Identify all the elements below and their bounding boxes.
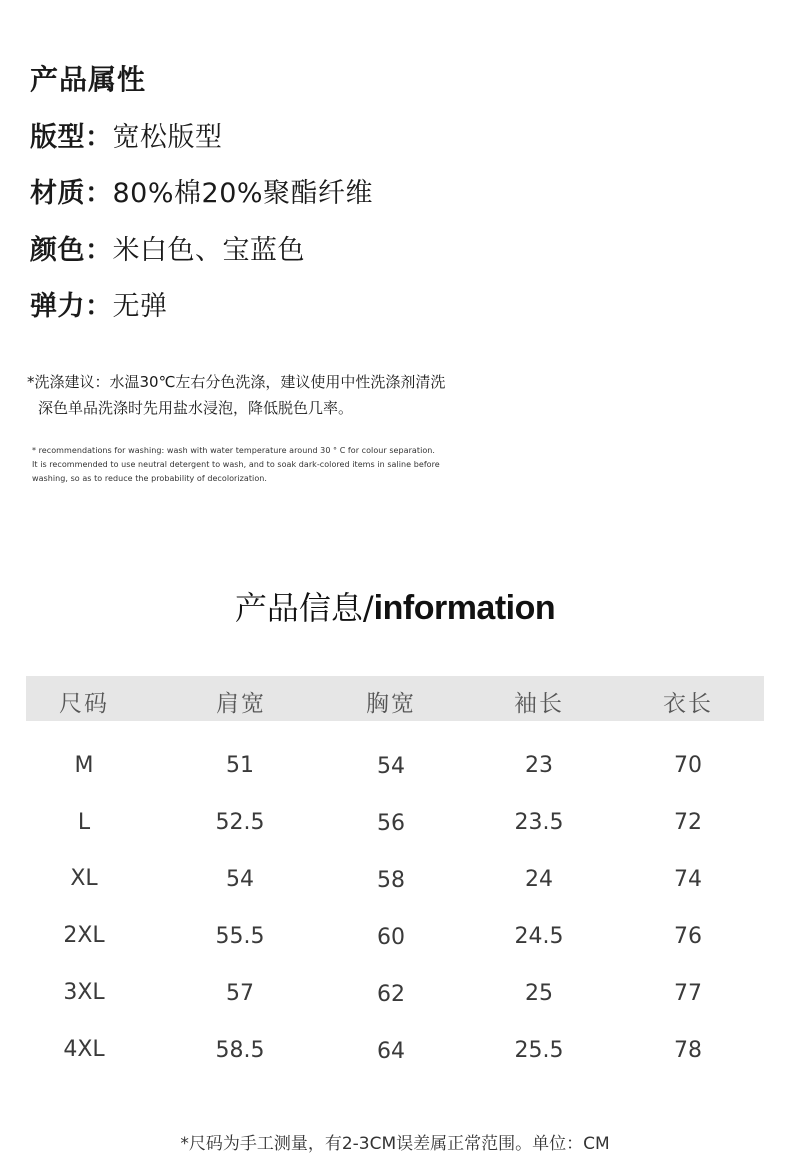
table-cell: 64 [377, 1039, 405, 1064]
washing-advice-cn [27, 369, 445, 421]
table-cell: 58.5 [215, 1038, 265, 1063]
table-cell: 4XL [63, 1037, 105, 1062]
attributes-title: 产品属性 [30, 63, 147, 96]
table-cell: 52.5 [215, 810, 265, 835]
product-info-title-cn: 产品信息/ [234, 589, 374, 627]
attribute-elasticity [30, 284, 168, 323]
table-cell: 24 [525, 867, 553, 892]
washing-advice-en-line: washing, so as to reduce the probability of decolorization. [32, 474, 267, 483]
attribute-fit [30, 115, 223, 154]
attribute-color [30, 228, 305, 267]
washing-advice-en-line: It is recommended to use neutral detergent to wash, and to soak dark-colored items in saline before [32, 460, 440, 469]
header-shoulder: 肩宽 [216, 691, 266, 717]
washing-advice-line: 深色单品洗涤时先用盐水浸泡，降低脱色几率。 [38, 399, 354, 417]
table-cell: 55.5 [215, 924, 265, 949]
attribute-material [30, 171, 373, 210]
attribute-value: 米白色、宝蓝色 [112, 235, 305, 266]
table-cell: 23.5 [514, 810, 564, 835]
table-cell: 23 [525, 753, 553, 778]
washing-advice-en [32, 444, 440, 486]
table-cell: 77 [674, 981, 702, 1006]
table-cell: 70 [674, 753, 702, 778]
attribute-label: 弹力： [30, 291, 113, 322]
table-cell: 3XL [63, 980, 105, 1005]
table-cell: 54 [226, 867, 254, 892]
attribute-label: 颜色： [30, 235, 113, 266]
table-cell: M [74, 753, 94, 778]
table-cell: 57 [226, 981, 254, 1006]
header-sleeve: 袖长 [514, 691, 564, 717]
table-cell: 58 [377, 868, 405, 893]
washing-advice-line: *洗涤建议：水温30℃左右分色洗涤，建议使用中性洗涤剂清洗 [27, 373, 446, 391]
attribute-label: 版型： [30, 122, 113, 153]
table-cell: 60 [377, 925, 405, 950]
size-table-header [26, 676, 764, 721]
table-cell: 78 [674, 1038, 702, 1063]
header-chest: 胸宽 [366, 691, 416, 717]
washing-advice-en-line: * recommendations for washing: wash with water temperature around 30 ° C for colour separation. [32, 446, 436, 455]
table-cell: 25.5 [514, 1038, 564, 1063]
attribute-value: 80%棉20%聚酯纤维 [112, 178, 374, 209]
table-cell: XL [70, 866, 98, 891]
table-cell: 54 [377, 754, 405, 779]
table-cell: 74 [674, 867, 702, 892]
header-length: 衣长 [663, 691, 713, 717]
table-cell: 25 [525, 981, 553, 1006]
table-cell: 24.5 [514, 924, 564, 949]
table-cell: 51 [226, 753, 254, 778]
attribute-value: 宽松版型 [112, 122, 223, 153]
table-cell: 72 [674, 810, 702, 835]
product-info-title-en: information [373, 589, 556, 627]
attribute-value: 无弹 [112, 291, 168, 322]
attribute-label: 材质： [30, 178, 113, 209]
table-cell: 2XL [63, 923, 105, 948]
table-cell: 62 [377, 982, 405, 1007]
product-info-title [0, 583, 790, 629]
table-cell: 56 [377, 811, 405, 836]
header-size: 尺码 [59, 691, 109, 717]
table-cell: L [77, 810, 91, 835]
size-footnote: *尺码为手工测量，有2-3CM误差属正常范围。单位：CM [180, 1134, 610, 1154]
table-cell: 76 [674, 924, 702, 949]
